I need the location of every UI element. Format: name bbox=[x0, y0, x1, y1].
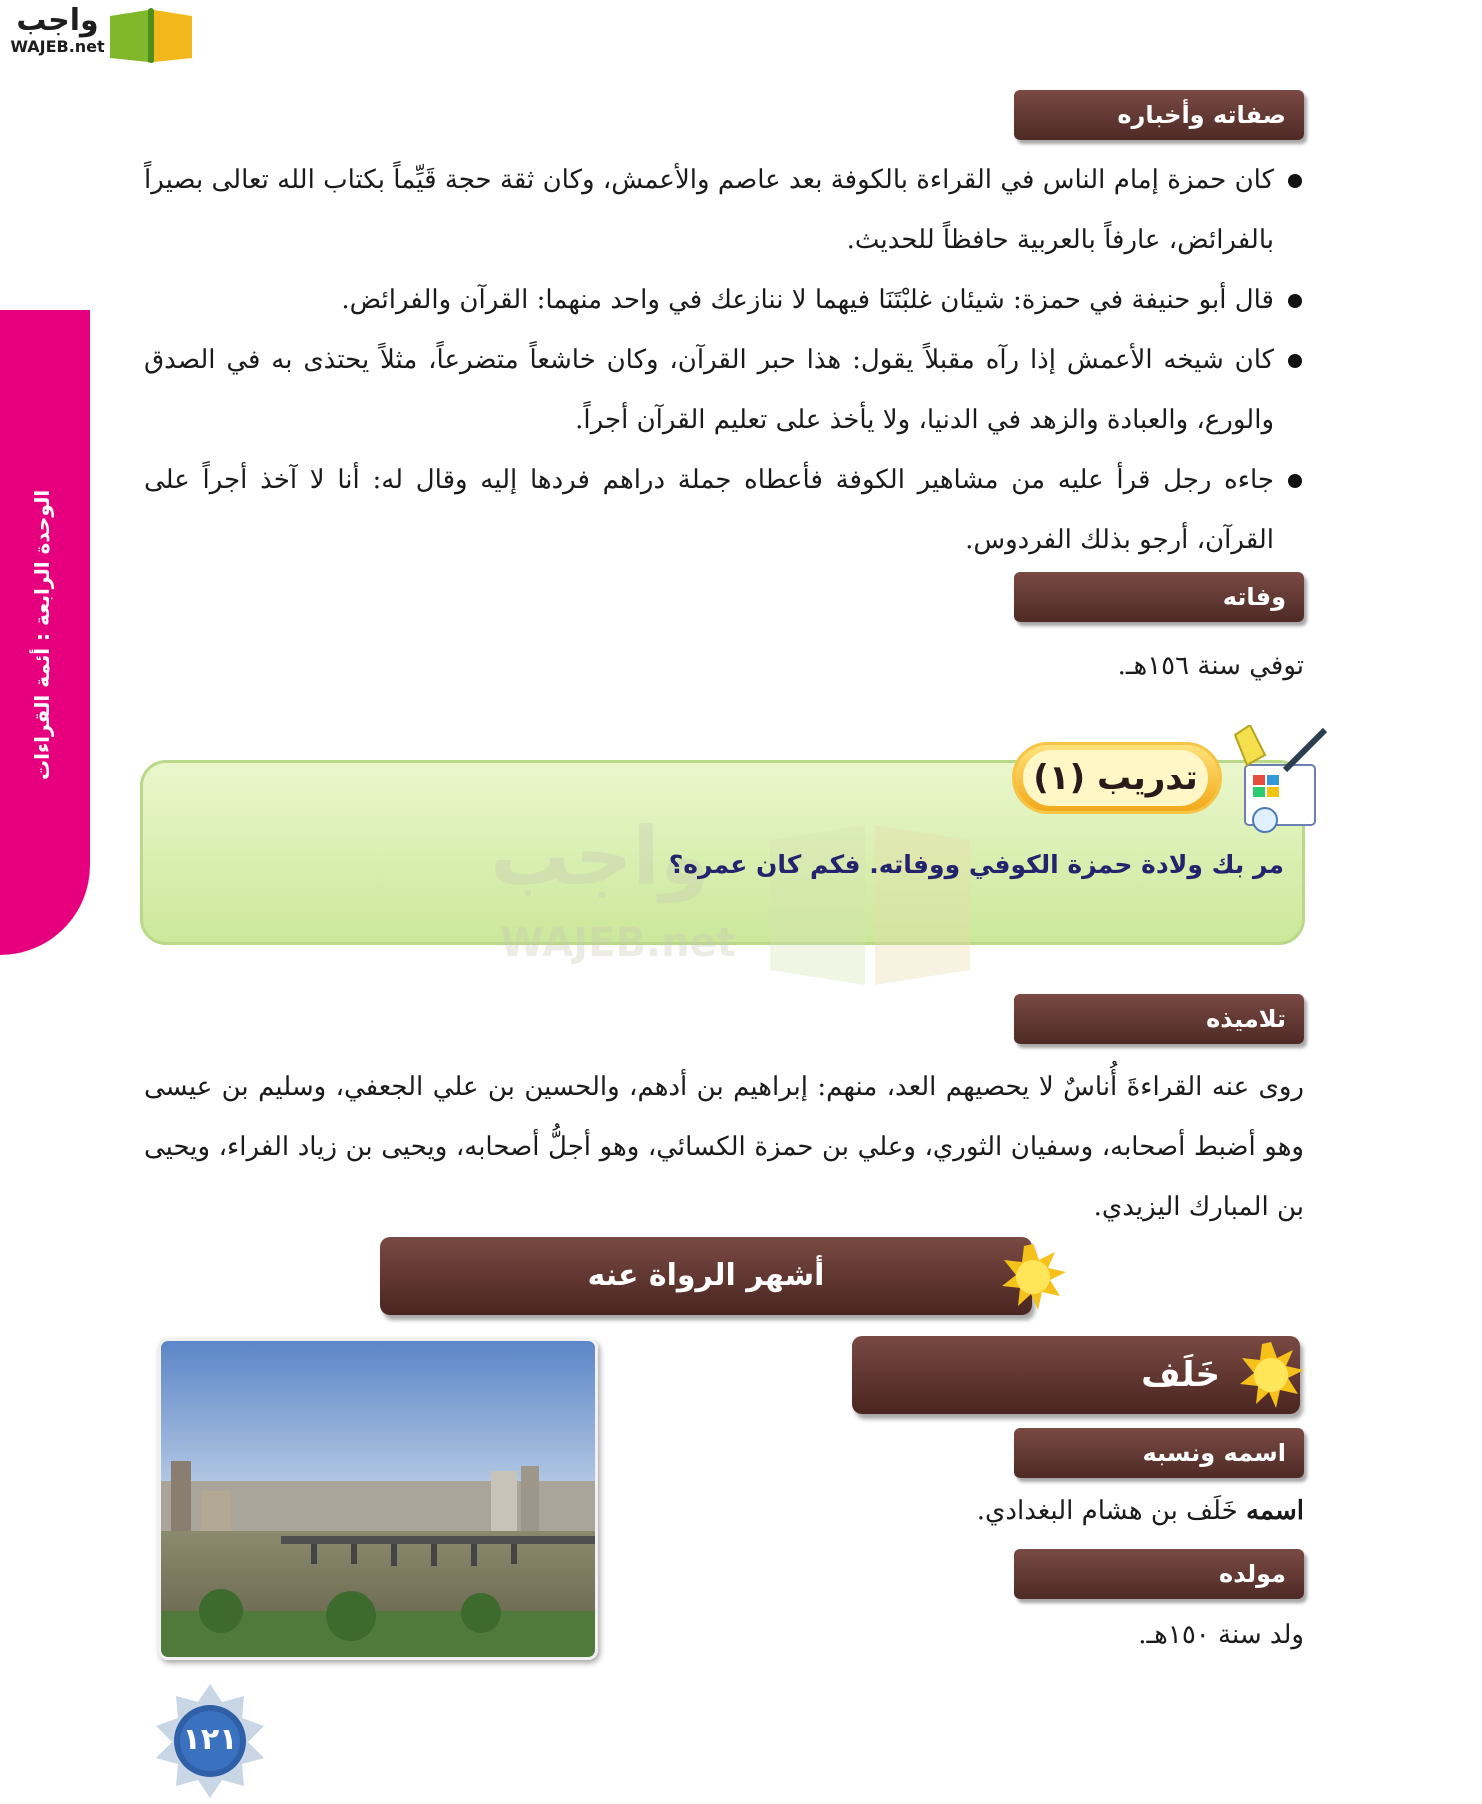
students-text: روى عنه القراءةَ أُناسٌ لا يحصيهم العد، منهم: إبراهيم بن أدهم، والحسين بن علي الجعفي، وسليم بن عيسى وهو أضبط أصحابه، وسفيان الثوري، وعلي بن حمزة الكسائي، وهو أجلُّ أصحابه، ويحيى بن زياد الفراء، ويحيى بن المبارك اليزيدي. bbox=[144, 1072, 1304, 1222]
section-header-students bbox=[1014, 994, 1304, 1044]
section-title: مولده bbox=[1219, 1560, 1286, 1588]
watermark-latin: WAJEB.net bbox=[500, 920, 736, 966]
watermark-book-icon bbox=[770, 820, 970, 990]
section-title: اسمه ونسبه bbox=[1142, 1439, 1286, 1467]
banner-narrators bbox=[380, 1237, 1032, 1315]
book-icon bbox=[108, 6, 194, 64]
banner-khalaf bbox=[852, 1336, 1300, 1414]
sun-icon bbox=[1236, 1340, 1306, 1410]
exercise-question: مر بك ولادة حمزة الكوفي ووفاته. فكم كان عمره؟ bbox=[668, 850, 1284, 879]
list-item: قال أبو حنيفة في حمزة: شيئان غلبْتَنَا فيهما لا ننازعك في واحد منهما: القرآن والفرائض. bbox=[144, 270, 1304, 330]
section-header-death bbox=[1014, 572, 1304, 622]
page-number: ١٢١ bbox=[182, 1722, 238, 1757]
section-title: صفاته وأخباره bbox=[1117, 101, 1286, 129]
section-header-lineage bbox=[1014, 1428, 1304, 1478]
traits-list bbox=[144, 150, 1304, 570]
logo-arabic: واجب bbox=[16, 3, 99, 38]
banner-title: أشهر الرواة عنه bbox=[587, 1258, 825, 1293]
sun-icon bbox=[998, 1242, 1068, 1312]
lineage-value: خَلَف بن هشام البغدادي. bbox=[976, 1496, 1238, 1526]
banner-title: خَلَف bbox=[1141, 1355, 1220, 1395]
list-item: كان حمزة إمام الناس في القراءة بالكوفة بعد عاصم والأعمش، وكان ثقة حجة قَيِّماً بكتاب الله تعالى بصيراً بالفرائض، عارفاً بالعربية حافظاً للحديث. bbox=[144, 150, 1304, 270]
list-item: جاءه رجل قرأ عليه من مشاهير الكوفة فأعطاه جملة دراهم فردها إليه وقال له: أنا لا آخذ أجراً على القرآن، أرجو بذلك الفردوس. bbox=[144, 450, 1304, 570]
lineage-label: اسمه bbox=[1246, 1496, 1304, 1526]
section-title: وفاته bbox=[1222, 583, 1286, 611]
logo-latin: WAJEB.net bbox=[10, 37, 105, 56]
section-header-birth bbox=[1014, 1549, 1304, 1599]
birth-text: ولد سنة ١٥٠هـ. bbox=[1138, 1620, 1304, 1650]
watermark bbox=[490, 810, 990, 990]
exercise-label-pill bbox=[1012, 742, 1222, 814]
unit-label: الوحدة الرابعة : أئمة القراءات bbox=[30, 489, 54, 780]
watermark-arabic: واجب bbox=[490, 810, 710, 903]
notebook-pen-icon bbox=[1225, 725, 1330, 835]
death-text: توفي سنة ١٥٦هـ. bbox=[1117, 651, 1304, 681]
page-number-badge bbox=[150, 1682, 270, 1800]
exercise-label: تدريب (١) bbox=[1023, 750, 1208, 806]
wajeb-logo[interactable] bbox=[10, 4, 190, 66]
river-bridge-image bbox=[161, 1341, 595, 1657]
logo-text bbox=[10, 4, 105, 56]
baghdad-river-photo bbox=[158, 1338, 598, 1660]
section-title: تلاميذه bbox=[1206, 1005, 1286, 1033]
section-header-traits bbox=[1014, 90, 1304, 140]
lineage-text bbox=[604, 1481, 1304, 1541]
list-item: كان شيخه الأعمش إذا رآه مقبلاً يقول: هذا حبر القرآن، وكان خاشعاً متضرعاً، مثلاً يحتذى به في الصدق والورع، والعبادة والزهد في الدنيا، ولا يأخذ على تعليم القرآن أجراً. bbox=[144, 330, 1304, 450]
unit-side-tab bbox=[0, 310, 90, 955]
